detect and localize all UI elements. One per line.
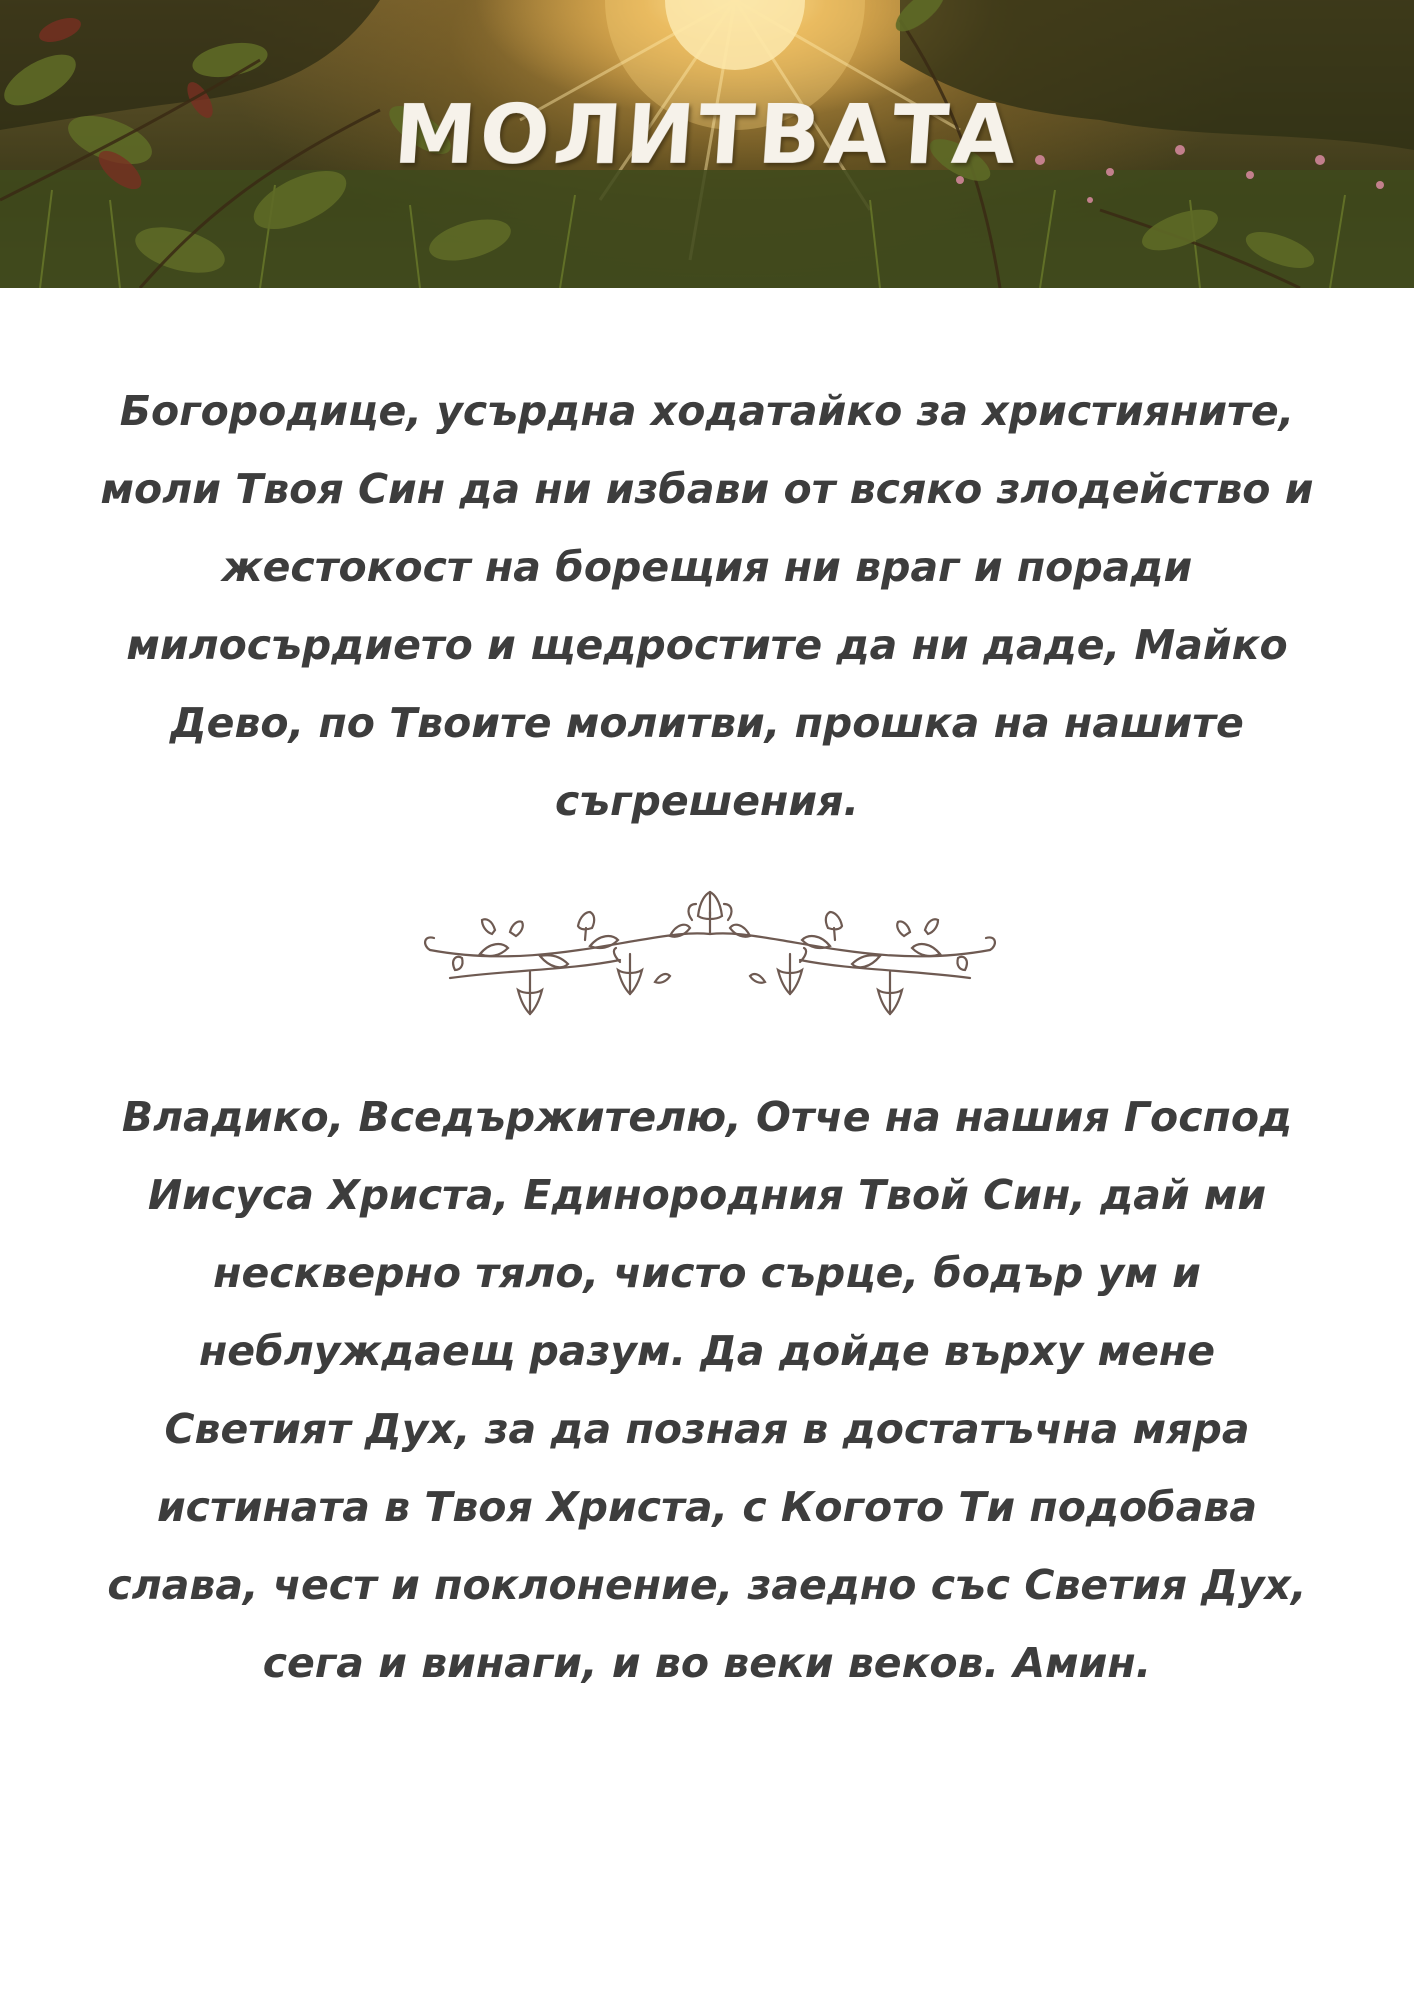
floral-divider-ornament	[420, 890, 1000, 1020]
prayer-paragraph-1: Богородице, усърдна ходатайко за християните, моли Твоя Син да ни избави от всяко злодейство и жестокост на борещия ни враг и поради милосърдието и щедростите да ни даде, Майко Дево, по Твоите молитви, прошка на нашите съгрешения.	[100, 387, 1314, 825]
header-banner	[0, 0, 1414, 288]
prayer-paragraph-2: Владико, Вседържителю, Отче на нашия Господ Иисуса Христа, Единородния Твой Син, дай ми нескверно тяло, чисто сърце, бодър ум и неблуждаещ разум. Да дойде върху мене Светият Дух, за да позная в достатъчна мяра истината в Твоя Христа, с Когото Ти подобава слава, чест и поклонение, заедно със Светия Дух, сега и винаги, и во веки веков. Амин.	[107, 1093, 1307, 1687]
page-title: МОЛИТВАТА	[391, 88, 1023, 183]
